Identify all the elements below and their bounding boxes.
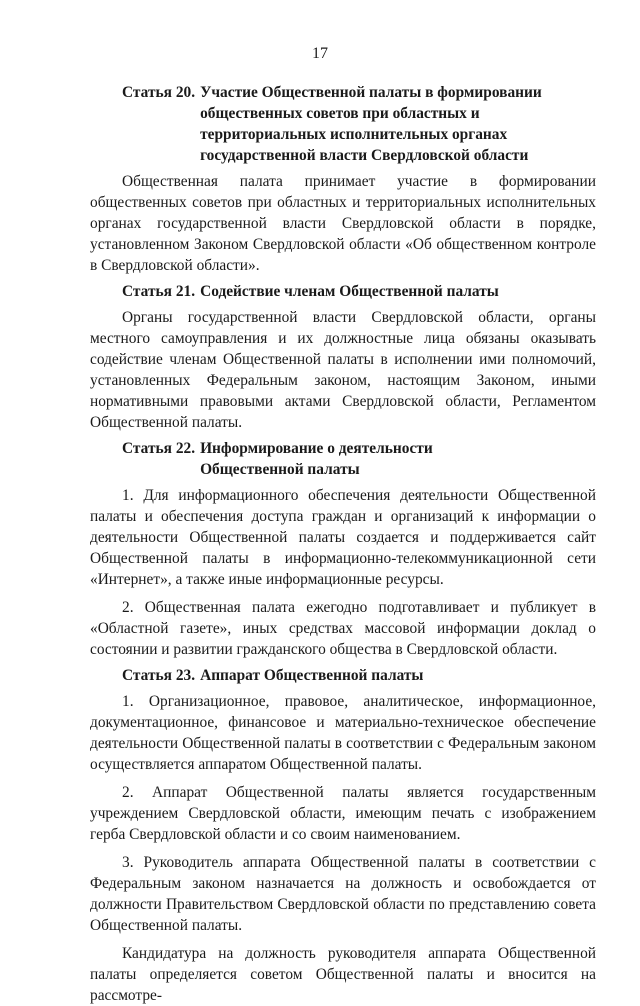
article-title: Информирование о деятельности Общественной палаты (200, 440, 433, 478)
article-heading (90, 438, 596, 480)
document-body (90, 82, 596, 1006)
article-number: Статья 21. (122, 283, 196, 300)
article-heading (90, 665, 596, 686)
article-heading (90, 82, 596, 166)
article-number: Статья 23. (122, 667, 196, 684)
article-22 (90, 438, 596, 660)
article-title: Аппарат Общественной палаты (200, 667, 424, 684)
article-23 (90, 665, 596, 1006)
article-paragraph: Общественная палата принимает участие в формировании общественных советов при областных и территориальных исполнительных органах государственной власти Свердловской области в порядке, установленном Законом Свердловской области «Об общественном контроле в Свердловской области». (90, 173, 596, 274)
page-number: 17 (312, 45, 328, 62)
article-heading (90, 281, 596, 302)
article-paragraph: 3. Руководитель аппарата Общественной палаты в соответствии с Федеральным законом назначается на должность и освобождается от должности Правительством Свердловской области по представлению совета Общественной палаты. (90, 854, 596, 934)
article-20 (90, 82, 596, 276)
article-paragraph: 1. Для информационного обеспечения деятельности Общественной палаты и обеспечения доступа граждан и организаций к информации о деятельности Общественной палаты создается и поддерживается сайт Общественной палаты в информационно-телекоммуникационной сети «Интернет», а также иные информационные ресурсы. (90, 487, 596, 588)
article-title: Содействие членам Общественной палаты (200, 283, 499, 300)
article-paragraph: 2. Аппарат Общественной палаты является государственным учреждением Свердловской области, имеющим печать с изображением герба Свердловской области и со своим наименованием. (90, 784, 596, 843)
article-paragraph: 1. Организационное, правовое, аналитическое, информационное, документационное, финансовое и материально-техническое обеспечение деятельности Общественной палаты в соответствии с Федеральным законом осуществляется аппаратом Общественной палаты. (90, 693, 596, 773)
article-title: Участие Общественной палаты в формировании общественных советов при областных и территориальных исполнительных органах государственной власти Свердловской области (200, 84, 542, 164)
article-paragraph: Кандидатура на должность руководителя аппарата Общественной палаты определяется советом Общественной палаты и вносится на рассмотре- (90, 945, 596, 1004)
article-paragraph: Органы государственной власти Свердловской области, органы местного самоуправления и их должностные лица обязаны оказывать содействие членам Общественной палаты в исполнении ими полномочий, установленных Федеральным законом, настоящим Законом, иными нормативными правовыми актами Свердловской области, Регламентом Общественной палаты. (90, 309, 596, 431)
article-number: Статья 22. (122, 440, 196, 457)
article-paragraph: 2. Общественная палата ежегодно подготавливает и публикует в «Областной газете», иных средствах массовой информации доклад о состоянии и развитии гражданского общества в Свердловской области. (90, 599, 596, 658)
article-number: Статья 20. (122, 84, 196, 101)
article-21 (90, 281, 596, 433)
